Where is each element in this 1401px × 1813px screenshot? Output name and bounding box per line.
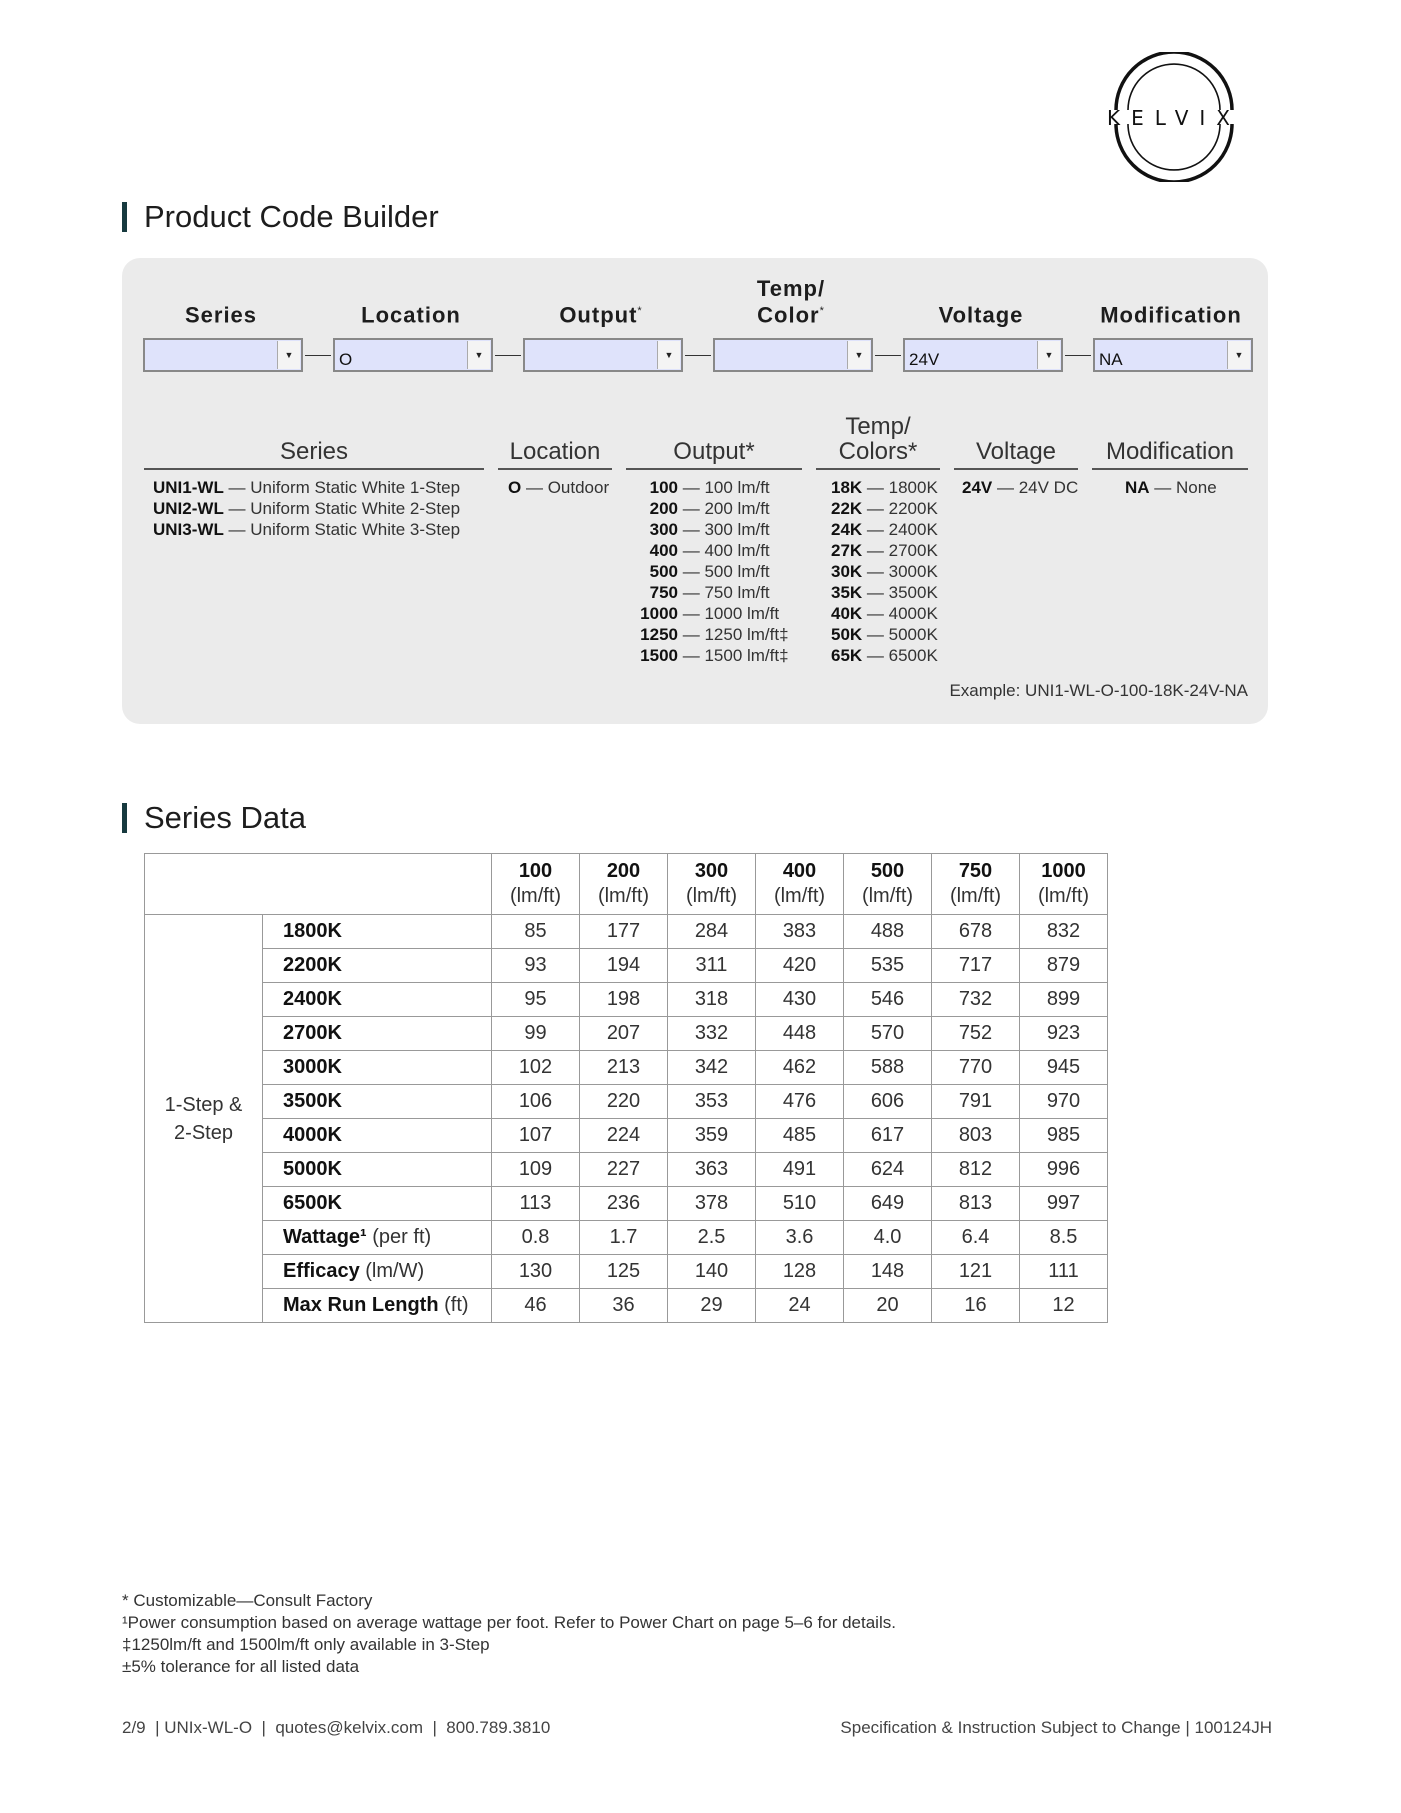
table-cell: 107	[492, 1119, 580, 1153]
table-cell: 945	[1020, 1051, 1108, 1085]
table-cell: 140	[668, 1255, 756, 1289]
table-cell: 970	[1020, 1085, 1108, 1119]
col-header: 500 (lm/ft)	[844, 854, 932, 915]
table-cell: 128	[756, 1255, 844, 1289]
row-label: 4000K	[263, 1119, 492, 1153]
table-cell: 8.5	[1020, 1221, 1108, 1255]
table-cell: 363	[668, 1153, 756, 1187]
table-cell: 113	[492, 1187, 580, 1221]
table-cell: 899	[1020, 983, 1108, 1017]
table-cell: 491	[756, 1153, 844, 1187]
table-cell: 879	[1020, 949, 1108, 983]
table-cell: 111	[1020, 1255, 1108, 1289]
connector-line	[685, 355, 711, 356]
table-cell: 236	[580, 1187, 668, 1221]
table-cell: 318	[668, 983, 756, 1017]
table-cell: 430	[756, 983, 844, 1017]
series-data-title: Series Data	[122, 803, 306, 833]
legend-head-modification: Modification	[1092, 408, 1248, 470]
output-legend: 100 — 100 lm/ft 200 — 200 lm/ft 300 — 300 lm/ft 400 — 400 lm/ft 500 — 500 lm/ft 750 — 750 lm/ft 1000 — 1000 lm/ft 1250 — 1250 lm/ft‡ 1500 — 1500 lm/ft‡	[640, 478, 789, 665]
table-row	[145, 1255, 1108, 1289]
voltage-legend: 24V — 24V DC	[962, 478, 1079, 497]
legend-head-output: Output*	[626, 408, 802, 470]
table-cell: 752	[932, 1017, 1020, 1051]
table-cell: 546	[844, 983, 932, 1017]
table-cell: 227	[580, 1153, 668, 1187]
chevron-down-icon[interactable]: ▼	[277, 341, 300, 369]
legend-head-voltage: Voltage	[954, 408, 1078, 470]
table-cell: 832	[1020, 915, 1108, 949]
footer-disclaimer: Specification & Instruction Subject to Change | 100124JH	[840, 1718, 1272, 1737]
table-cell: 923	[1020, 1017, 1108, 1051]
connector-line	[305, 355, 331, 356]
connector-line	[1065, 355, 1091, 356]
location-legend: O — Outdoor	[508, 478, 610, 497]
temp-color-select[interactable]	[713, 338, 873, 372]
chevron-down-icon[interactable]: ▼	[847, 341, 870, 369]
table-cell: 99	[492, 1017, 580, 1051]
footnote: ¹Power consumption based on average wattage per foot. Refer to Power Chart on page 5–6 for details.	[122, 1613, 896, 1632]
col-header: 100 (lm/ft)	[492, 854, 580, 915]
table-cell: 678	[932, 915, 1020, 949]
legend-head-series: Series	[144, 408, 484, 470]
table-cell: 12	[1020, 1289, 1108, 1323]
modification-select[interactable]: NA ▼	[1093, 338, 1253, 372]
builder-head-location: Location	[361, 302, 461, 327]
legend-head-location: Location	[498, 408, 612, 470]
row-label: 2400K	[263, 983, 492, 1017]
connector-line	[495, 355, 521, 356]
table-cell: 148	[844, 1255, 932, 1289]
table-cell: 121	[932, 1255, 1020, 1289]
table-cell: 717	[932, 949, 1020, 983]
table-cell: 0.8	[492, 1221, 580, 1255]
table-row	[145, 983, 1108, 1017]
table-cell: 476	[756, 1085, 844, 1119]
table-cell: 485	[756, 1119, 844, 1153]
table-cell: 353	[668, 1085, 756, 1119]
row-label: 2700K	[263, 1017, 492, 1051]
table-row	[145, 915, 1108, 949]
group-label: 1-Step & 2-Step	[145, 915, 263, 1323]
table-cell: 95	[492, 983, 580, 1017]
table-cell: 224	[580, 1119, 668, 1153]
table-cell: 194	[580, 949, 668, 983]
table-row	[145, 1289, 1108, 1323]
table-header-row	[145, 854, 1108, 915]
table-cell: 85	[492, 915, 580, 949]
table-cell: 420	[756, 949, 844, 983]
table-row	[145, 949, 1108, 983]
table-cell: 284	[668, 915, 756, 949]
table-cell: 332	[668, 1017, 756, 1051]
chevron-down-icon[interactable]: ▼	[1227, 341, 1250, 369]
table-cell: 29	[668, 1289, 756, 1323]
row-label: Efficacy (lm/W)	[263, 1255, 492, 1289]
col-header: 300 (lm/ft)	[668, 854, 756, 915]
table-cell: 383	[756, 915, 844, 949]
kelvix-logo	[1074, 52, 1274, 182]
table-cell: 36	[580, 1289, 668, 1323]
table-cell: 812	[932, 1153, 1020, 1187]
col-header: 1000 (lm/ft)	[1020, 854, 1108, 915]
footer-contact: 2/9 | UNIx-WL-O | quotes@kelvix.com | 800.789.3810	[122, 1718, 551, 1737]
table-cell: 102	[492, 1051, 580, 1085]
row-label: Max Run Length (ft)	[263, 1289, 492, 1323]
table-cell: 93	[492, 949, 580, 983]
footnote: * Customizable—Consult Factory	[122, 1591, 373, 1610]
table-corner	[145, 854, 492, 915]
chevron-down-icon[interactable]: ▼	[467, 341, 490, 369]
table-row	[145, 1017, 1108, 1051]
table-cell: 342	[668, 1051, 756, 1085]
temp-legend: 18K — 1800K 22K — 2200K 24K — 2400K 27K — 2700K 30K — 3000K 35K — 3500K 40K — 4000K 50K — 5000K 65K — 6500K	[831, 478, 938, 665]
footnote: ‡1250lm/ft and 1500lm/ft only available in 3-Step	[122, 1635, 490, 1654]
table-cell: 198	[580, 983, 668, 1017]
table-cell: 996	[1020, 1153, 1108, 1187]
builder-head-output: Output*	[559, 302, 643, 327]
table-cell: 125	[580, 1255, 668, 1289]
col-header: 400 (lm/ft)	[756, 854, 844, 915]
table-cell: 462	[756, 1051, 844, 1085]
chevron-down-icon[interactable]: ▼	[657, 341, 680, 369]
table-cell: 378	[668, 1187, 756, 1221]
table-cell: 24	[756, 1289, 844, 1323]
table-cell: 803	[932, 1119, 1020, 1153]
table-cell: 488	[844, 915, 932, 949]
table-row	[145, 1187, 1108, 1221]
table-cell: 16	[932, 1289, 1020, 1323]
table-row	[145, 1085, 1108, 1119]
table-cell: 813	[932, 1187, 1020, 1221]
table-cell: 213	[580, 1051, 668, 1085]
table-cell: 617	[844, 1119, 932, 1153]
table-cell: 130	[492, 1255, 580, 1289]
row-label: 3000K	[263, 1051, 492, 1085]
table-cell: 359	[668, 1119, 756, 1153]
table-cell: 535	[844, 949, 932, 983]
product-code-builder-title: Product Code Builder	[122, 202, 439, 232]
table-cell: 46	[492, 1289, 580, 1323]
table-cell: 510	[756, 1187, 844, 1221]
series-select[interactable]	[143, 338, 303, 372]
row-label: 6500K	[263, 1187, 492, 1221]
row-label: 3500K	[263, 1085, 492, 1119]
row-label: 1800K	[263, 915, 492, 949]
footnote: ±5% tolerance for all listed data	[122, 1657, 360, 1676]
series-data-table	[144, 853, 1108, 1323]
table-cell: 4.0	[844, 1221, 932, 1255]
table-cell: 311	[668, 949, 756, 983]
legend-head-temp-colors: Temp/ Colors*	[816, 408, 940, 470]
row-label: Wattage¹ (per ft)	[263, 1221, 492, 1255]
series-legend: UNI1-WL — Uniform Static White 1-Step UNI2-WL — Uniform Static White 2-Step UNI3-WL — Uniform Static White 3-Step	[153, 478, 461, 539]
table-cell: 3.6	[756, 1221, 844, 1255]
builder-head-voltage: Voltage	[938, 302, 1024, 327]
table-row	[145, 1153, 1108, 1187]
location-select[interactable]: O ▼	[333, 338, 493, 372]
table-cell: 606	[844, 1085, 932, 1119]
voltage-select[interactable]: 24V ▼	[903, 338, 1063, 372]
table-cell: 1.7	[580, 1221, 668, 1255]
builder-head-series: Series	[184, 302, 258, 327]
table-cell: 985	[1020, 1119, 1108, 1153]
table-cell: 732	[932, 983, 1020, 1017]
table-cell: 106	[492, 1085, 580, 1119]
table-cell: 220	[580, 1085, 668, 1119]
output-select[interactable]	[523, 338, 683, 372]
table-cell: 649	[844, 1187, 932, 1221]
table-cell: 770	[932, 1051, 1020, 1085]
footnotes	[122, 1590, 896, 1678]
example-code: Example: UNI1-WL-O-100-18K-24V-NA	[949, 681, 1248, 700]
table-cell: 570	[844, 1017, 932, 1051]
connector-line	[875, 355, 901, 356]
builder-head-modification: Modification	[1100, 302, 1242, 327]
modification-legend: NA — None	[1125, 478, 1217, 497]
col-header: 200 (lm/ft)	[580, 854, 668, 915]
table-cell: 109	[492, 1153, 580, 1187]
row-label: 2200K	[263, 949, 492, 983]
table-cell: 791	[932, 1085, 1020, 1119]
table-cell: 207	[580, 1017, 668, 1051]
table-row	[145, 1221, 1108, 1255]
builder-head-temp-color: Temp/ Color*	[756, 275, 826, 327]
col-header: 750 (lm/ft)	[932, 854, 1020, 915]
table-cell: 448	[756, 1017, 844, 1051]
table-cell: 624	[844, 1153, 932, 1187]
product-code-builder-panel	[122, 258, 1268, 724]
table-cell: 997	[1020, 1187, 1108, 1221]
row-label: 5000K	[263, 1153, 492, 1187]
table-cell: 2.5	[668, 1221, 756, 1255]
table-cell: 177	[580, 915, 668, 949]
chevron-down-icon[interactable]: ▼	[1037, 341, 1060, 369]
table-cell: 6.4	[932, 1221, 1020, 1255]
svg-text:KELVIX: KELVIX	[1107, 106, 1241, 130]
table-row	[145, 1051, 1108, 1085]
table-cell: 20	[844, 1289, 932, 1323]
table-row	[145, 1119, 1108, 1153]
table-cell: 588	[844, 1051, 932, 1085]
